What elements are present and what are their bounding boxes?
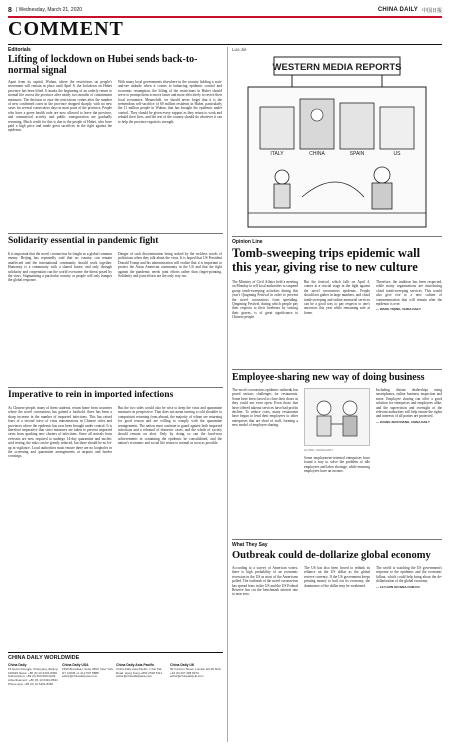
- wts-column-1: According to a survey of American voters, there is high probability of an economic recession in the US as most of the Americans polled. The outbreak of the novel coronavirus has spread fears in the US and the US Federal Reserve has cut the benchmark interest rate to near zero.: [232, 566, 298, 597]
- section-divider: [232, 539, 442, 540]
- editorial-1-headline: Lifting of lockdown on Hubei sends back-to-normal signal: [8, 54, 198, 76]
- section-masthead: COMMENT: [8, 18, 124, 40]
- editorial-divider: [8, 387, 223, 388]
- editorials-label: Editorials: [8, 47, 31, 53]
- wts-column-3: The world is watching the US government's response to the epidemic and the economic fallout, which could help bring about the de-dollarization of the global economy. — LIU LIXIN ON SINA.COM.CN: [376, 566, 442, 589]
- office-column: China Daily Asia Pacific China Daily Asia Pacific, 1 Kai Tak Road, Hong Kong +852 2518 5111 editor@chinadailyasia.com: [116, 663, 163, 679]
- wts-byline: — LIU LIXIN ON SINA.COM.CN: [376, 584, 420, 589]
- section-divider: [232, 236, 442, 237]
- worldwide-title: CHINA DAILY WORLDWIDE: [8, 655, 80, 661]
- employee-column-2: Some employment-oriented enterprises have found a way to solve the problem of idle employees and labor shortage, while ensuring employees have an income.: [304, 456, 370, 474]
- svg-text:ITALY: ITALY: [270, 151, 284, 157]
- editorial-1-column-1: Apart from its capital, Wuhan, where the restrictions on people's movement will remain in place until April 8, the lockdown on Hubei province has been lifted. It marks the beginning of an orderly return to normal life across the province after nearly two months of containment measures. The decision to ease the restrictions comes after the number of new confirmed cases in the province dropped sharply, with no new cases for several consecutive days in most parts of the province. People who have a green health code are now allowed to leave the province, and commercial activity and public transportation are gradually resuming. Much credit for this is due to the people of Hubei, who have paid a high price and made great sacrifices in the fight against the epidemic.: [8, 80, 112, 133]
- section-divider: [232, 369, 442, 370]
- opinion-line-label: Opinion Line: [232, 239, 263, 245]
- column-divider: [227, 47, 228, 742]
- cartoon-box: [340, 103, 374, 157]
- editorial-divider: [8, 233, 223, 234]
- employee-sharing-headline: Employee-sharing new way of doing business: [232, 372, 425, 383]
- editorial-2-column-2: Danger of such discrimination being stoked by the reckless words of politicians when they talk about the virus. It is hoped that US President Donald Trump and his administration will realize that it is important to protect the Asian American community in the US and that the fight against the pandemic needs joint efforts rather than finger-pointing. Solidarity and joint efforts are the only way out.: [118, 252, 222, 279]
- page-number: 8: [8, 6, 12, 14]
- worldwide-offices-box: [8, 652, 223, 742]
- editorial-3-headline: Imperative to rein in imported infections: [8, 390, 174, 400]
- opinion-byline: — WANG YIQING, CHINA DAILY: [376, 307, 422, 312]
- editorial-3-column-2: But the two sides would also be wise to keep the virus and quarantine measures in perspective. That does not mean turning a cold shoulder to compatriots returning from abroad, the majority of whom are returning for good reason and are willing to comply with the quarantine arrangements. The nation must continue to guard against both imported infections and a rebound of domestic cases, and the whole of society should remain on alert. Only by doing so can the hard-won achievements in containing the epidemic be consolidated, and the nation's economic and social life return to normal as soon as possible.: [118, 406, 222, 446]
- svg-text:CHINA: CHINA: [309, 151, 325, 157]
- top-bar: [8, 4, 442, 16]
- employee-column-1: The novel coronavirus epidemic outbreak has posed serious challenges for restaurants. Some have been forced to close their doors as they could not even open. Even those that have offered takeout services have had profits decline. To reduce costs, many restaurants have begun to lend their employees to other enterprises that are short of staff, forming a new model of employee sharing.: [232, 388, 298, 428]
- employee-byline: — ZHANG ZHOUXIANG, CHINA DAILY: [376, 419, 430, 424]
- brand-name-chinese: 中国日报: [421, 7, 442, 14]
- editorial-2-headline: Solidarity essential in pandemic fight: [8, 236, 159, 246]
- opinion-column-2: But the festival, which falls on April 4, comes at a crucial stage in the fight against the novel coronavirus epidemic. People should not gather in large numbers, and cloud tomb-sweeping and online memorial services can be a good way to pay respects to one's ancestors this year while remaining safe at home.: [304, 280, 370, 315]
- cartoon-drawing: [232, 47, 442, 235]
- cartoonist-name: Luo Jie: [232, 47, 247, 52]
- what-they-say-label: What They Say: [232, 542, 268, 548]
- brand-name: CHINA DAILY: [377, 7, 418, 13]
- editorial-1-column-2: With many local governments elsewhere in the country holding a wait-and-see attitude when it comes to balancing epidemic control and economic resumption, the lifting of the restrictions in Hubei should serve to prompt them to move faster and more effectively to revive their local economies. Meanwhile, we should never forget that it is the tremendous self-sacrifice of 60 million residents in Hubei, particularly the 11 million people in Wuhan, that has brought the epidemic under control. They should be given every support as they return to work and rebuild their lives, and the rest of the country should do whatever it can to help the province regain its strength.: [118, 80, 222, 124]
- employee-column-3: Including distant dealerships using smartphones, online business inspection and more. Employee sharing can offer a good solution for enterprises and employees alike, and the supervision and oversight of the relevant authorities will help ensure the rights and interests of all parties are protected. — ZHANG ZHOUXIANG, CHINA DAILY: [376, 388, 442, 424]
- office-column: China Daily USA 1500 Broadway, Suite 2800, New York, NY 10036 +1 212 537 8888 editor@chinadailyusa.com: [62, 663, 114, 679]
- issue-date: | Wednesday, March 21, 2020: [15, 7, 83, 13]
- cartoon-box: [300, 99, 334, 157]
- masthead-rule: [8, 44, 442, 45]
- editorial-2-column-1: It is important that the novel coronavirus be fought as a global common enemy. Beijing has repeatedly said that no country can remain unaffected and the international community should work together. Humanity is a community with a shared future, and only through solidarity and cooperation can the world overcome the threat posed by the virus. Stigmatizing a particular country or people will only hamper the global response.: [8, 252, 112, 283]
- editorial-cartoon: [232, 47, 442, 235]
- svg-text:US: US: [393, 151, 401, 157]
- wts-column-2: The US has also been forced to rethink its reliance on the US dollar as the global reserve currency. If the US government keeps printing money to bail out its economy, the dominance of the dollar may be weakened.: [304, 566, 370, 588]
- editorial-3-column-1: As Chinese people, many of them students, return home from countries where the novel coronavirus has gained a foothold, there has been a sharp increase in the number of imported infections. This has raised fears of a second wave of virus transmissions in Chinese cities and provinces where the epidemic has now been brought under control. It is therefore imperative that strict measures are taken to prevent imported cases from sparking new clusters of infections. Since all arrivals from overseas are now required to undergo 14-day quarantine and nucleic acid testing, the risks can be greatly reduced, but there should be no let-up in vigilance. Local authorities must ensure there are no loopholes in the screening and quarantine arrangements at airports and border crossings.: [8, 406, 112, 459]
- office-column: China Daily 15 Huixin Dongjie, Chaoyang, Beijing 100029 News: +86 (0) 10 6491-8366 Subscription: +86 (0) 400-699-0203 Advertisement: +86 (0) 10 6491-8631 Phone app: +86 (0) 10 6491-8366: [8, 663, 58, 686]
- employee-cartoon: [304, 388, 370, 446]
- opinion-column-3: Therefore, the tradition has been respected, while many organizations are introducing cloud tomb-sweeping services. This would also give rise to a new culture of commemoration that will remain after the epidemic is over. — WANG YIQING, CHINA DAILY: [376, 280, 442, 312]
- opinion-column-1: The Ministry of Civil Affairs held a meeting on Monday to tell local authorities to suspend group tomb-sweeping activities during this year's Qingming Festival in order to prevent the novel coronavirus from spreading. Qingming Festival, during which people pay their respects to their forebears by visiting their graves, is of great significance to Chinese people.: [232, 280, 298, 320]
- opinion-headline: Tomb-sweeping trips epidemic wall this year, giving rise to new culture: [232, 246, 421, 274]
- svg-text:SPAIN: SPAIN: [349, 151, 365, 157]
- cartoon-credit: LIU BIN / CHINA DAILY: [304, 448, 334, 452]
- what-they-say-headline: Outbreak could de-dollarize global economy: [232, 550, 431, 561]
- office-column: China Daily UK 90 Cannon Street, London EC4N 6HA +44 (0) 207 398 8270 editor@chinadailyuk.com: [170, 663, 221, 679]
- cartoon-sign-text: WESTERN MEDIA REPORTS: [272, 62, 402, 73]
